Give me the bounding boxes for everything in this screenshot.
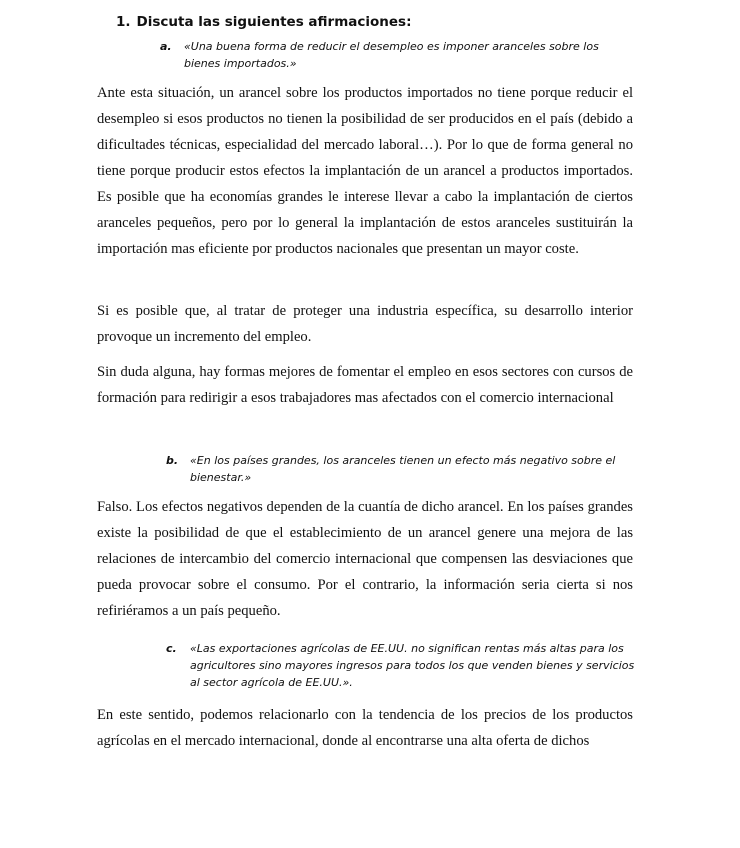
paragraph-1: Ante esta situación, un arancel sobre los productos importados no tiene porque reducir el desempleo si esos productos no tienen la posibilidad de ser producidos en el país (debido a dificultades técnicas, especialidad del mercado laboral…). Por lo que de forma general no tiene porque producir estos efectos la implantación de un arancel a productos importados. Es posible que ha economías grandes le interese llevar a cabo la implantación de ciertos aranceles pequeños, pero por lo general la implantación de estos aranceles sustituirán la importación mas eficiente por productos nacionales que presentan un mayor coste. [97, 85, 633, 257]
statement-b-label: b. [166, 454, 179, 467]
statement-c-label: c. [166, 642, 177, 655]
paragraph-2: Si es posible que, al tratar de proteger una industria específica, su desarrollo interior provoque un incremento del empleo. [97, 303, 633, 345]
statement-a-text: «Una buena forma de reducir el desempleo es imponer aranceles sobre los bienes importados.» [184, 40, 599, 70]
paragraph-4: Falso. Los efectos negativos dependen de la cuantía de dicho arancel. En los países grandes existe la posibilidad de que el establecimiento de un arancel genere una mejora de las relaciones de intercambio del comercio internacional que compensen las desviaciones que pueda provocar sobre el consumo. Por el contrario, la información seria cierta si nos refiriéramos a un país pequeño. [97, 499, 633, 619]
statement-b [166, 452, 630, 486]
question-heading [116, 14, 411, 30]
statement-a-label: a. [160, 40, 172, 53]
paragraph-5: En este sentido, podemos relacionarlo con la tendencia de los precios de los productos agrícolas en el mercado internacional, donde al encontrarse una alta oferta de dichos [97, 707, 633, 749]
statement-a [160, 38, 616, 72]
paragraph-3: Sin duda alguna, hay formas mejores de fomentar el empleo en esos sectores con cursos de formación para redirigir a esos trabajadores mas afectados con el comercio internacional [97, 364, 633, 406]
question-number: 1. [116, 14, 131, 30]
question-title: Discuta las siguientes afirmaciones: [136, 14, 412, 30]
statement-c [166, 640, 636, 691]
statement-b-text: «En los países grandes, los aranceles tienen un efecto más negativo sobre el bienestar.» [190, 454, 616, 484]
statement-c-text: «Las exportaciones agrícolas de EE.UU. no significan rentas más altas para los agricultores sino mayores ingresos para todos los que venden bienes y servicios al sector agrícola de EE.UU.». [190, 642, 635, 689]
